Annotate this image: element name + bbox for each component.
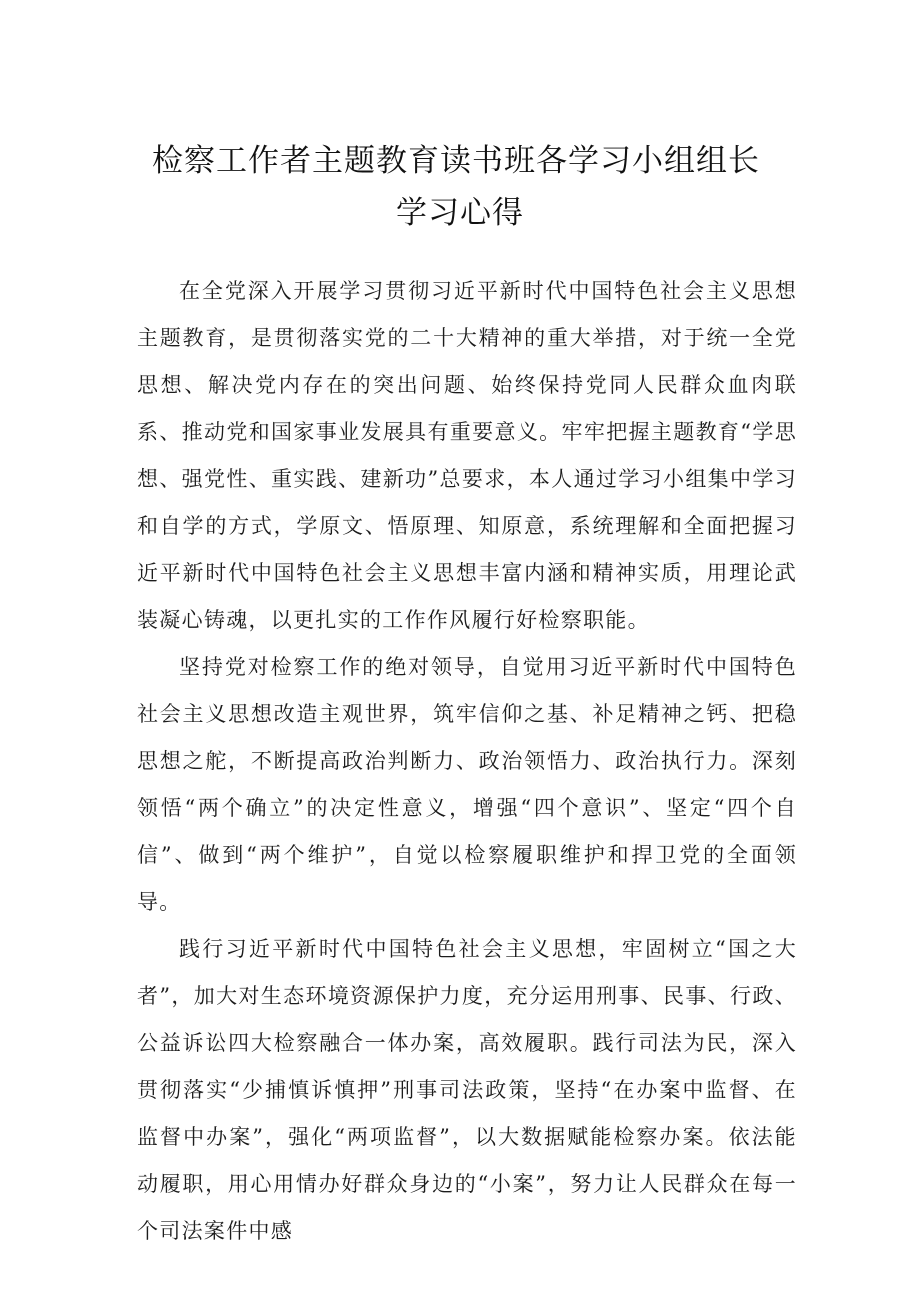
document-body (137, 268, 797, 1255)
paragraph-3: 践行习近平新时代中国特色社会主义思想，牢固树立“国之大者”，加大对生态环境资源保护力度，充分运用刑事、民事、行政、公益诉讼四大检察融合一体办案，高效履职。践行司法为民，深入贯彻落实“少捕慎诉慎押”刑事司法政策，坚持“在办案中监督、在监督中办案”，强化“两项监督”，以大数据赋能检察办案。依法能动履职，用心用情办好群众身边的“小案”，努力让人民群众在每一个司法案件中感 (137, 937, 797, 1243)
title-line-1: 检察工作者主题教育读书班各学习小组组长 (152, 143, 760, 179)
paragraph-1: 在全党深入开展学习贯彻习近平新时代中国特色社会主义思想主题教育，是贯彻落实党的二十大精神的重大举措，对于统一全党思想、解决党内存在的突出问题、始终保持党同人民群众血肉联系、推动党和国家事业发展具有重要意义。牢牢把握主题教育“学思想、强党性、重实践、建新功”总要求，本人通过学习小组集中学习和自学的方式，学原文、悟原理、知原意，系统理解和全面把握习近平新时代中国特色社会主义思想丰富内涵和精神实质，用理论武装凝心铸魂，以更扎实的工作作风履行好检察职能。 (137, 279, 797, 632)
document-title (0, 135, 920, 239)
paragraph-2: 坚持党对检察工作的绝对领导，自觉用习近平新时代中国特色社会主义思想改造主观世界，筑牢信仰之基、补足精神之钙、把稳思想之舵，不断提高政治判断力、政治领悟力、政治执行力。深刻领悟“两个确立”的决定性意义，增强“四个意识”、坚定“四个自信”、做到“两个维护”，自觉以检察履职维护和捍卫党的全面领导。 (137, 655, 797, 914)
title-line-2: 学习心得 (396, 195, 524, 231)
